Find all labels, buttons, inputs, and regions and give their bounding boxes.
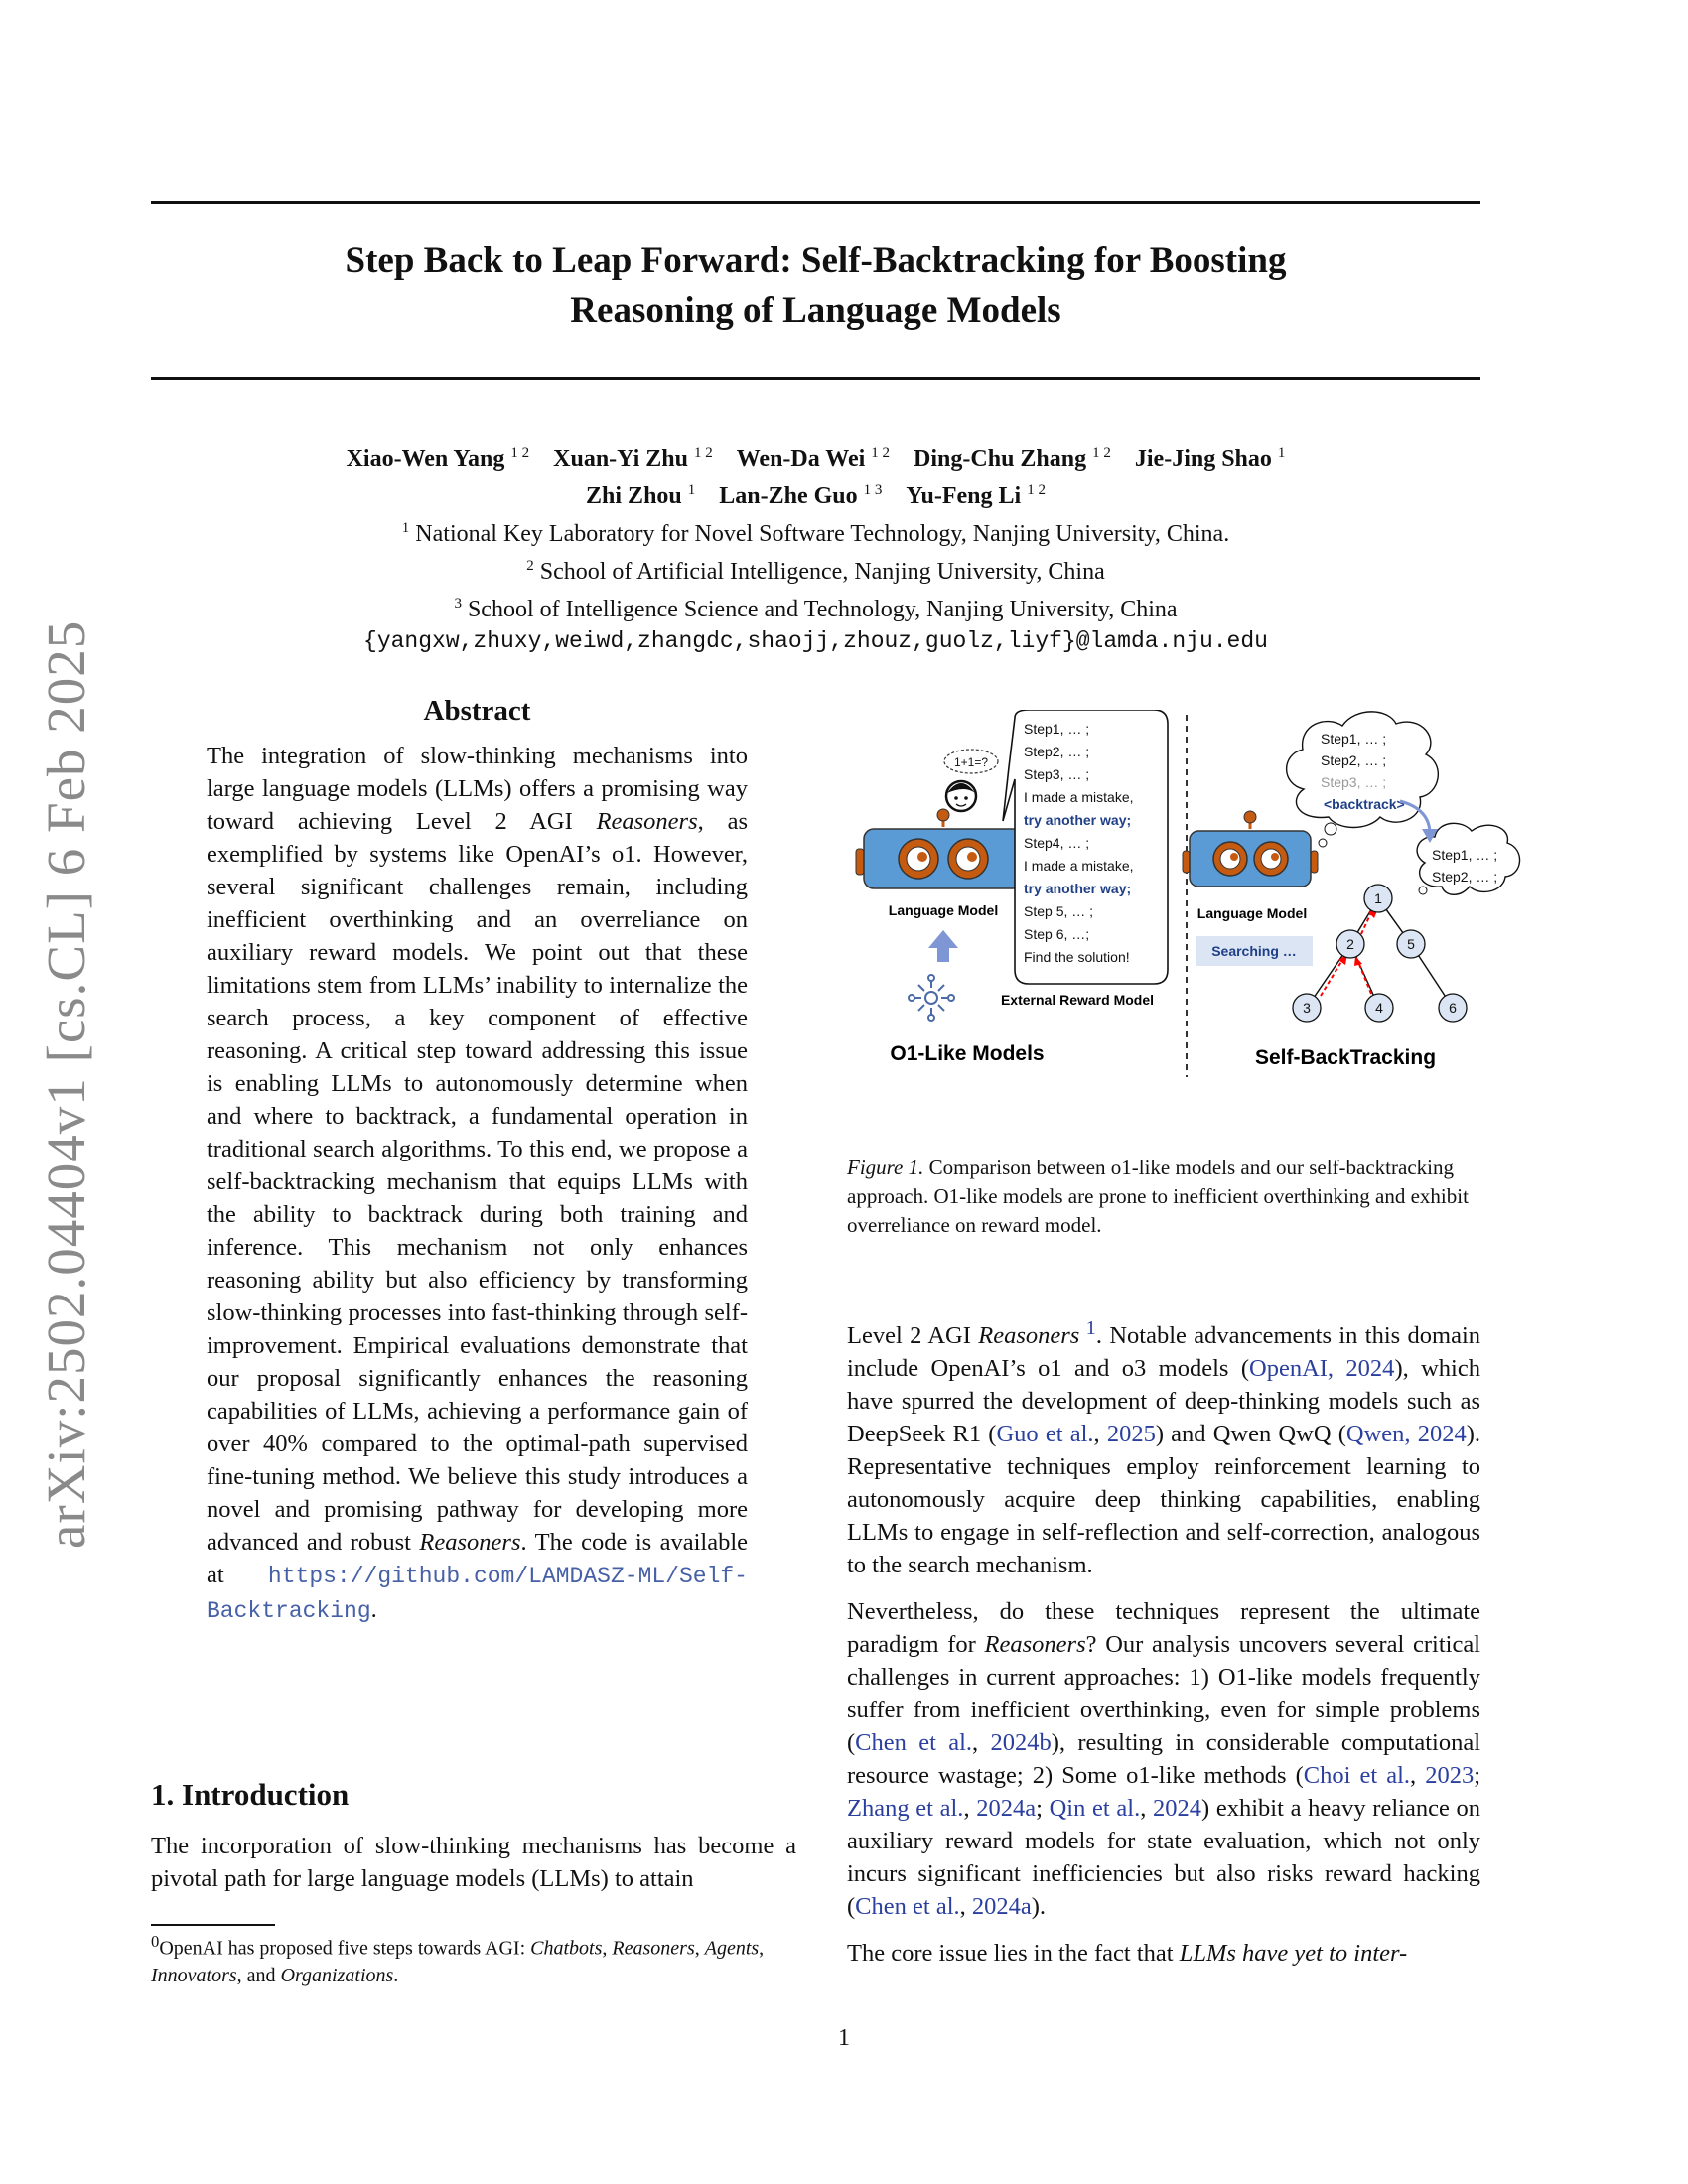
up-arrow-icon xyxy=(928,930,958,962)
tree-node-label: 4 xyxy=(1375,1000,1383,1016)
svg-text:1+1=?: 1+1=? xyxy=(953,755,989,769)
author: Jie-Jing Shao $^1$ xyxy=(1134,445,1286,472)
code-link[interactable]: https://github.com/LAMDASZ-ML/Self-Backtracking xyxy=(207,1564,748,1624)
backtrack-token: <backtrack> xyxy=(1324,796,1405,812)
reward-model-icon xyxy=(909,975,954,1021)
authors-row-2 xyxy=(151,475,1480,512)
affiliation: $^1$ National Key Laboratory for Novel Software Technology, Nanjing University, China. xyxy=(401,520,1230,547)
title-line-2: Reasoning of Language Models xyxy=(570,290,1061,331)
affiliation: $^2$ School of Artificial Intelligence, Nanjing University, China xyxy=(526,558,1105,585)
citation-link[interactable]: 2024a xyxy=(971,1893,1032,1921)
figure-1 xyxy=(844,710,1529,1087)
citation-link[interactable]: 2023 xyxy=(1425,1762,1475,1790)
left-title: O1-Like Models xyxy=(890,1042,1045,1065)
author: Yu-Feng Li $^{1 2}$ xyxy=(906,482,1046,509)
citation-link[interactable]: Qin et al. xyxy=(1049,1795,1141,1823)
tree-node-label: 1 xyxy=(1374,890,1382,906)
title-bottom-rule xyxy=(151,377,1480,380)
author: Lan-Zhe Guo $^{1 3}$ xyxy=(719,482,883,509)
citation-link[interactable]: Qwen, 2024 xyxy=(1345,1421,1467,1448)
author: Zhi Zhou $^1$ xyxy=(586,482,696,509)
author: Ding-Chu Zhang $^{1 2}$ xyxy=(914,445,1111,472)
step-line-highlight: try another way; xyxy=(1024,881,1132,896)
paper-title xyxy=(151,236,1480,336)
step-line: Step1, … ; xyxy=(1024,721,1090,737)
paragraph: Nevertheless, do these techniques represent the ultimate paradigm for Reasoners? Our analysis uncovers several critical challenges in current approaches: 1) O1-like models frequently suffer from inefficient overthinking, even for simple problems (Chen et al., 2024b), resulting in considerable computational resource wastage; 2) Some o1-like methods (Choi et al., 2023; Zhang et al., 2024a; Qin et al., 2024) exhibit a heavy reliance on auxiliary reward models for state evaluation, which not only incurs significant inefficiencies but also risks reward hacking (Chen et al., 2024a). xyxy=(847,1598,1481,1921)
search-tree xyxy=(1293,885,1467,1022)
cloud-step: Step2, … ; xyxy=(1321,752,1387,768)
tree-node-label: 2 xyxy=(1346,936,1354,952)
citation-link[interactable]: 2024 xyxy=(1153,1795,1202,1823)
paragraph: Level 2 AGI Reasoners $^1$. Notable advancements in this domain include OpenAI’s o1 and o3 models (OpenAI, 2024), which have spurred the development of deep-thinking models such as DeepSeek R1 (Guo et al., 2025) and Qwen QwQ (Qwen, 2024). Representative techniques employ reinforcement learning to autonomously acquire deep thinking capabilities, enabling LLMs to engage in self-reflection and self-correction, analogous to the search mechanism. xyxy=(847,1317,1480,1579)
citation-link[interactable]: 2025 xyxy=(1106,1421,1156,1448)
step-line: I made a mistake, xyxy=(1024,789,1134,805)
author: Xiao-Wen Yang $^{1 2}$ xyxy=(346,445,530,472)
abstract-heading: Abstract xyxy=(423,695,531,727)
title-top-rule xyxy=(151,201,1480,204)
lm-label-left: Language Model xyxy=(888,902,999,918)
cloud-step-faded: Step3, … ; xyxy=(1321,774,1387,790)
step-line: Step 6, …; xyxy=(1024,926,1090,942)
abstract-body: The integration of slow-thinking mechanisms into large language models (LLMs) offers a promising way toward achieving Level 2 AGI Reasoners, as exemplified by systems like OpenAI’s o1. However, several significant challenges remain, including inefficient overthinking and an overreliance on auxiliary reward models. We point out that these limitations stem from LLMs’ inability to internalize the search process, a key component of effective reasoning. A critical step toward addressing this issue is enabling LLMs to autonomously determine when and where to backtrack, a fundamental operation in traditional search algorithms. To this end, we propose a self-backtracking mechanism that equips LLMs with the ability to backtrack during both training and inference. This mechanism not only enhances reasoning ability but also efficiency by transforming slow-thinking processes into fast-thinking through self-improvement. Empirical evaluations demonstrate that our proposal significantly enhances the reasoning capabilities of LLMs, achieving a performance gain of over 40% compared to the optimal-path supervised fine-tuning method. We believe this study introduces a novel and promising pathway for developing more advanced and robust Reasoners. The code is available at https://github.com/LAMDASZ-ML/Self-Backtracking. xyxy=(207,743,749,1624)
cloud-step: Step1, … ; xyxy=(1432,847,1498,863)
introduction-heading: 1. Introduction xyxy=(151,1777,350,1812)
right-column-text xyxy=(847,1312,1480,1983)
cloud-step: Step2, … ; xyxy=(1432,869,1498,885)
citation-link[interactable]: Zhang et al. xyxy=(847,1795,964,1823)
citation-link[interactable]: OpenAI, 2024 xyxy=(1249,1355,1395,1383)
citation-link[interactable]: Guo et al. xyxy=(996,1421,1094,1448)
step-line: Step4, … ; xyxy=(1024,835,1090,851)
lm-label-right: Language Model xyxy=(1196,905,1308,921)
reward-model-label: External Reward Model xyxy=(1000,992,1155,1008)
arxiv-sidebar-stamp: arXiv:2502.04404v1 [cs.CL] 6 Feb 2025 xyxy=(36,619,96,1549)
paragraph: The core issue lies in the fact that LLMs have yet to inter- xyxy=(847,1940,1408,1968)
citation-link[interactable]: Choi et al. xyxy=(1303,1762,1411,1790)
abstract-section xyxy=(207,695,748,1628)
authors-row-1 xyxy=(151,437,1480,475)
author: Xuan-Yi Zhu $^{1 2}$ xyxy=(553,445,713,472)
robot-icon-right xyxy=(1183,811,1318,887)
title-line-1: Step Back to Leap Forward: Self-Backtracking for Boosting xyxy=(345,240,1287,281)
step-line: Step 5, … ; xyxy=(1024,903,1094,919)
thought-bubble-question xyxy=(944,750,998,773)
step-line: Step3, … ; xyxy=(1024,766,1090,782)
tree-node-label: 6 xyxy=(1449,1000,1457,1016)
searching-label: Searching … xyxy=(1211,943,1297,959)
step-line: Step2, … ; xyxy=(1024,744,1090,759)
footnote-rule xyxy=(151,1924,275,1926)
footnote: $^0$OpenAI has proposed five steps towards AGI: Chatbots, Reasoners, Agents, Innovators, and Organizations. xyxy=(151,1932,765,1986)
tree-node-label: 5 xyxy=(1407,936,1415,952)
citation-link[interactable]: Chen et al. xyxy=(855,1893,960,1921)
author-emails: {yangxw,zhuxy,weiwd,zhangdc,shaojj,zhouz,guolz,liyf}@lamda.nju.edu xyxy=(363,628,1268,654)
page-number: 1 xyxy=(838,2025,850,2051)
citation-link[interactable]: 2024a xyxy=(976,1795,1037,1823)
right-title: Self-BackTracking xyxy=(1254,1046,1437,1069)
step-line: I made a mistake, xyxy=(1024,858,1134,874)
figure-caption: Figure 1. Comparison between o1-like models and our self-backtracking approach. O1-like models are prone to inefficient overthinking and exhibit overreliance on reward model. xyxy=(847,1156,1469,1237)
cloud-step: Step1, … ; xyxy=(1321,731,1387,747)
author-block xyxy=(151,437,1480,657)
author: Wen-Da Wei $^{1 2}$ xyxy=(736,445,891,472)
introduction-text: The incorporation of slow-thinking mechanisms has become a pivotal path for large language models (LLMs) to attain xyxy=(151,1833,796,1892)
person-face-icon xyxy=(946,781,976,811)
citation-link[interactable]: 2024b xyxy=(990,1729,1052,1757)
citation-link[interactable]: Chen et al. xyxy=(855,1729,973,1757)
affiliation: $^3$ School of Intelligence Science and Technology, Nanjing University, China xyxy=(454,596,1178,622)
robot-icon-left xyxy=(856,809,1031,888)
step-line: Find the solution! xyxy=(1024,949,1130,965)
tree-node-label: 3 xyxy=(1303,1000,1311,1016)
step-line-highlight: try another way; xyxy=(1024,812,1132,828)
